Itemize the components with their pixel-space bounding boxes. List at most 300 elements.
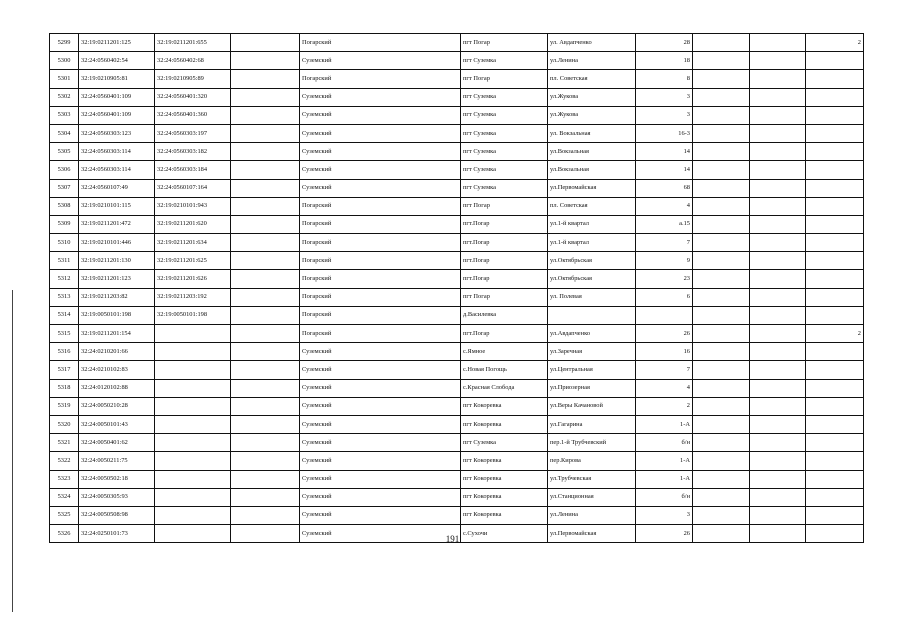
cell-district: Суземский (300, 124, 461, 142)
table-row (50, 361, 864, 379)
cell-extra (806, 288, 864, 306)
cell-no: 5319 (50, 397, 79, 415)
cell-district: Суземский (300, 397, 461, 415)
cell-cad2 (155, 434, 231, 452)
table-row (50, 488, 864, 506)
cell-empty (750, 179, 806, 197)
cell-settlement: пгт Суземка (461, 52, 548, 70)
cell-extra (806, 306, 864, 324)
cell-extra (806, 179, 864, 197)
cell-house: 1-А (636, 415, 693, 433)
cell-street: ул.Жукова (548, 106, 636, 124)
cell-district: Суземский (300, 143, 461, 161)
cell-settlement: пгт Погар (461, 197, 548, 215)
cell-empty (693, 379, 750, 397)
cell-cad2: 32:19:0211203:192 (155, 288, 231, 306)
cell-empty (231, 415, 300, 433)
table-row (50, 124, 864, 142)
cell-cad2 (155, 379, 231, 397)
cell-empty (750, 325, 806, 343)
cell-no: 5311 (50, 252, 79, 270)
cell-street: ул.Заречная (548, 343, 636, 361)
cell-empty (231, 52, 300, 70)
cell-cad1: 32:19:0210101:115 (79, 197, 155, 215)
cell-no: 5318 (50, 379, 79, 397)
cell-cad2 (155, 506, 231, 524)
cell-street: ул.Октябрьская (548, 270, 636, 288)
cell-empty (693, 397, 750, 415)
cell-empty (750, 252, 806, 270)
cell-empty (750, 270, 806, 288)
cell-extra (806, 415, 864, 433)
cell-empty (750, 397, 806, 415)
cell-empty (693, 70, 750, 88)
cell-cad1: 32:24:0250101:73 (79, 525, 155, 543)
cell-extra (806, 124, 864, 142)
cell-district: Суземский (300, 470, 461, 488)
cell-district: Суземский (300, 506, 461, 524)
cell-cad1: 32:24:0050211:75 (79, 452, 155, 470)
cell-house: 28 (636, 34, 693, 52)
cell-cad2: 32:24:0560401:360 (155, 106, 231, 124)
cell-settlement: пгт Погар (461, 288, 548, 306)
cell-district: Погарский (300, 252, 461, 270)
cell-no: 5299 (50, 34, 79, 52)
cell-street: ул.Ленина (548, 506, 636, 524)
cell-district: Погарский (300, 197, 461, 215)
cell-cad1: 32:24:0560303:114 (79, 161, 155, 179)
cell-cad2 (155, 397, 231, 415)
cell-empty (231, 343, 300, 361)
cell-empty (231, 488, 300, 506)
cell-street: ул. Полевая (548, 288, 636, 306)
cell-cad2 (155, 361, 231, 379)
table-row (50, 434, 864, 452)
cell-street: пер.Кирова (548, 452, 636, 470)
cell-empty (750, 34, 806, 52)
cell-empty (693, 34, 750, 52)
table-row (50, 379, 864, 397)
cell-extra (806, 379, 864, 397)
cell-empty (231, 179, 300, 197)
cell-street: ул.Ленина (548, 52, 636, 70)
cell-street: ул.Трубчевская (548, 470, 636, 488)
cell-house: 26 (636, 525, 693, 543)
cell-empty (750, 470, 806, 488)
cell-empty (750, 124, 806, 142)
cell-district: Погарский (300, 215, 461, 233)
cell-district: Суземский (300, 106, 461, 124)
cell-empty (750, 361, 806, 379)
cell-settlement: пгт Суземка (461, 143, 548, 161)
cell-empty (750, 452, 806, 470)
cell-empty (750, 415, 806, 433)
cell-street: ул.Приозерная (548, 379, 636, 397)
table-row (50, 415, 864, 433)
cell-district: Погарский (300, 288, 461, 306)
cell-settlement: пгт Суземка (461, 434, 548, 452)
cell-street (548, 306, 636, 324)
cell-house: 2 (636, 397, 693, 415)
cell-no: 5315 (50, 325, 79, 343)
table-row (50, 397, 864, 415)
cell-empty (750, 197, 806, 215)
cell-cad2: 32:24:0560303:197 (155, 124, 231, 142)
cell-street: ул.Жукова (548, 88, 636, 106)
cell-extra (806, 143, 864, 161)
page-number: 191 (445, 534, 460, 544)
cell-no: 5310 (50, 234, 79, 252)
cell-empty (693, 52, 750, 70)
cell-street: ул. Вокзальная (548, 124, 636, 142)
cell-cad1: 32:24:0210201:66 (79, 343, 155, 361)
cell-cad2: 32:19:0211201:620 (155, 215, 231, 233)
cell-cad1: 32:24:0560402:54 (79, 52, 155, 70)
cell-house: 3 (636, 106, 693, 124)
cell-empty (231, 306, 300, 324)
cell-district: Погарский (300, 234, 461, 252)
cell-cad1: 32:19:0211201:130 (79, 252, 155, 270)
cell-cad1: 32:19:0211201:125 (79, 34, 155, 52)
cell-empty (693, 325, 750, 343)
cell-no: 5300 (50, 52, 79, 70)
cell-settlement: пгт Суземка (461, 106, 548, 124)
cell-empty (693, 288, 750, 306)
cell-cad1: 32:24:0560401:109 (79, 106, 155, 124)
cell-cad1: 32:24:0050401:62 (79, 434, 155, 452)
cell-settlement: с.Ямное (461, 343, 548, 361)
cell-cad2: 32:19:0210101:943 (155, 197, 231, 215)
cell-empty (693, 470, 750, 488)
cell-extra (806, 88, 864, 106)
cell-cad1: 32:24:0050305:93 (79, 488, 155, 506)
cell-extra (806, 270, 864, 288)
table-row (50, 288, 864, 306)
cell-settlement: пгт Кокоревка (461, 452, 548, 470)
table-row (50, 143, 864, 161)
cell-house: 16 (636, 343, 693, 361)
cell-cad1: 32:19:0211201:154 (79, 325, 155, 343)
cell-house: б/н (636, 434, 693, 452)
cell-no: 5317 (50, 361, 79, 379)
cell-empty (750, 161, 806, 179)
cell-cad2: 32:19:0211201:634 (155, 234, 231, 252)
cell-empty (231, 234, 300, 252)
cell-district: Суземский (300, 415, 461, 433)
cell-empty (231, 434, 300, 452)
cell-no: 5308 (50, 197, 79, 215)
cell-district: Суземский (300, 379, 461, 397)
cell-empty (231, 361, 300, 379)
cell-street: ул.Первомайская (548, 179, 636, 197)
cell-cad1: 32:24:0050502:18 (79, 470, 155, 488)
cell-district: Суземский (300, 525, 461, 543)
cell-house: 8 (636, 70, 693, 88)
cell-street: ул.Авдапченко (548, 325, 636, 343)
cell-cad1: 32:24:0050101:43 (79, 415, 155, 433)
cell-cad1: 32:24:0210102:83 (79, 361, 155, 379)
cell-empty (693, 270, 750, 288)
cell-cad2 (155, 325, 231, 343)
cell-empty (693, 161, 750, 179)
cell-empty (231, 124, 300, 142)
cell-house: 14 (636, 143, 693, 161)
cell-empty (231, 88, 300, 106)
cell-no: 5302 (50, 88, 79, 106)
cell-empty (693, 415, 750, 433)
cell-settlement: пгт Кокоревка (461, 506, 548, 524)
cell-district: Суземский (300, 452, 461, 470)
cell-no: 5322 (50, 452, 79, 470)
cell-house: 4 (636, 197, 693, 215)
table-row (50, 306, 864, 324)
cell-empty (231, 161, 300, 179)
cell-street: ул.Центральная (548, 361, 636, 379)
cell-district: Суземский (300, 161, 461, 179)
cell-empty (231, 143, 300, 161)
cell-district: Суземский (300, 179, 461, 197)
table-row (50, 34, 864, 52)
cell-empty (693, 343, 750, 361)
cell-cad2 (155, 488, 231, 506)
cell-street: ул.Вокзальная (548, 161, 636, 179)
cell-district: Погарский (300, 325, 461, 343)
table-row (50, 270, 864, 288)
cell-house: 68 (636, 179, 693, 197)
cell-house: 4 (636, 379, 693, 397)
cell-no: 5304 (50, 124, 79, 142)
cell-settlement: пгт Суземка (461, 88, 548, 106)
cell-empty (693, 506, 750, 524)
table-row (50, 452, 864, 470)
cell-empty (750, 70, 806, 88)
cell-empty (750, 488, 806, 506)
cell-no: 5301 (50, 70, 79, 88)
cell-no: 5303 (50, 106, 79, 124)
cell-street: ул.Вокзальная (548, 143, 636, 161)
cell-empty (693, 361, 750, 379)
cell-extra: 2 (806, 325, 864, 343)
cell-cad1: 32:24:0560303:114 (79, 143, 155, 161)
cell-extra (806, 252, 864, 270)
cell-house: б/н (636, 488, 693, 506)
cell-empty (750, 306, 806, 324)
cell-settlement: пгт Кокоревка (461, 397, 548, 415)
cell-cad2: 32:24:0560402:68 (155, 52, 231, 70)
cell-house: а.15 (636, 215, 693, 233)
cell-empty (693, 234, 750, 252)
cell-no: 5306 (50, 161, 79, 179)
cell-empty (231, 397, 300, 415)
cell-cad2: 32:24:0560107:164 (155, 179, 231, 197)
cell-house: 7 (636, 361, 693, 379)
cell-extra (806, 52, 864, 70)
cell-empty (693, 143, 750, 161)
register-table (49, 33, 864, 543)
cell-extra (806, 161, 864, 179)
table-row (50, 506, 864, 524)
cell-empty (693, 434, 750, 452)
cell-empty (231, 452, 300, 470)
cell-empty (231, 197, 300, 215)
cell-extra (806, 397, 864, 415)
cell-cad1: 32:24:0050210:28 (79, 397, 155, 415)
cell-settlement: с.Новая Погощь (461, 361, 548, 379)
cell-district: Суземский (300, 434, 461, 452)
cell-house: 26 (636, 325, 693, 343)
cell-cad1: 32:24:0560303:123 (79, 124, 155, 142)
cell-empty (693, 197, 750, 215)
cell-no: 5316 (50, 343, 79, 361)
cell-cad2: 32:24:0560401:320 (155, 88, 231, 106)
cell-extra (806, 343, 864, 361)
cell-house: 16-3 (636, 124, 693, 142)
cell-no: 5323 (50, 470, 79, 488)
cell-no: 5312 (50, 270, 79, 288)
cell-settlement: пгт Суземка (461, 124, 548, 142)
cell-cad1: 32:19:0210101:446 (79, 234, 155, 252)
cell-no: 5325 (50, 506, 79, 524)
cell-street: ул.Первомайская (548, 525, 636, 543)
cell-cad1: 32:19:0210905:81 (79, 70, 155, 88)
cell-extra (806, 452, 864, 470)
cell-cad2 (155, 415, 231, 433)
cell-empty (750, 343, 806, 361)
cell-no: 5314 (50, 306, 79, 324)
cell-cad1: 32:19:0211203:82 (79, 288, 155, 306)
cell-empty (693, 88, 750, 106)
cell-cad2: 32:24:0560303:184 (155, 161, 231, 179)
cell-extra (806, 234, 864, 252)
cell-settlement: пгт Суземка (461, 179, 548, 197)
cell-empty (693, 179, 750, 197)
cell-cad2 (155, 470, 231, 488)
cell-settlement: пгт Кокоревка (461, 470, 548, 488)
cell-extra (806, 215, 864, 233)
table-row (50, 343, 864, 361)
cell-empty (750, 288, 806, 306)
cell-district: Погарский (300, 306, 461, 324)
cell-no: 5305 (50, 143, 79, 161)
cell-house: 3 (636, 506, 693, 524)
table-row (50, 179, 864, 197)
cell-settlement: пгт.Погар (461, 270, 548, 288)
cell-house: 3 (636, 88, 693, 106)
table-row (50, 325, 864, 343)
cell-empty (750, 506, 806, 524)
cell-no: 5320 (50, 415, 79, 433)
cell-district: Суземский (300, 88, 461, 106)
cell-no: 5309 (50, 215, 79, 233)
cell-empty (750, 143, 806, 161)
cell-settlement: пгт.Погар (461, 325, 548, 343)
cell-cad2: 32:19:0050101:198 (155, 306, 231, 324)
table-row (50, 70, 864, 88)
cell-cad2: 32:19:0211201:626 (155, 270, 231, 288)
cell-extra: 2 (806, 34, 864, 52)
cell-settlement: с.Красная Слобода (461, 379, 548, 397)
cell-cad1: 32:24:0560401:109 (79, 88, 155, 106)
cell-street: ул.1-й квартал (548, 234, 636, 252)
cell-cad1: 32:19:0050101:198 (79, 306, 155, 324)
cell-settlement: пгт Погар (461, 70, 548, 88)
cell-house: 18 (636, 52, 693, 70)
cell-cad1: 32:19:0211201:123 (79, 270, 155, 288)
cell-empty (231, 106, 300, 124)
table-row (50, 252, 864, 270)
cell-empty (231, 252, 300, 270)
cell-empty (750, 379, 806, 397)
cell-district: Суземский (300, 343, 461, 361)
cell-house: 7 (636, 234, 693, 252)
cell-extra (806, 470, 864, 488)
cell-house: 1-А (636, 470, 693, 488)
cell-cad2 (155, 343, 231, 361)
cell-extra (806, 197, 864, 215)
cell-empty (231, 325, 300, 343)
cell-house: 14 (636, 161, 693, 179)
cell-house: 9 (636, 252, 693, 270)
cell-extra (806, 361, 864, 379)
cell-street: ул.Октябрьская (548, 252, 636, 270)
cell-empty (750, 52, 806, 70)
cell-extra (806, 434, 864, 452)
cell-empty (693, 106, 750, 124)
cell-street: ул.Станционная (548, 488, 636, 506)
cell-street: пл. Советская (548, 70, 636, 88)
cell-empty (231, 34, 300, 52)
cell-settlement: пгт Кокоревка (461, 415, 548, 433)
cell-extra (806, 488, 864, 506)
cell-settlement: пгт Кокоревка (461, 488, 548, 506)
table-row (50, 106, 864, 124)
cell-empty (231, 70, 300, 88)
register-body (50, 34, 864, 543)
cell-no: 5307 (50, 179, 79, 197)
page-edge-line (12, 290, 13, 612)
table-row (50, 470, 864, 488)
cell-cad1: 32:19:0211201:472 (79, 215, 155, 233)
cell-cad2: 32:19:0211201:655 (155, 34, 231, 52)
cell-settlement: д.Василевка (461, 306, 548, 324)
table-row (50, 234, 864, 252)
cell-district: Суземский (300, 52, 461, 70)
table-row (50, 215, 864, 233)
cell-district: Суземский (300, 488, 461, 506)
cell-empty (750, 234, 806, 252)
cell-district: Погарский (300, 270, 461, 288)
cell-street: ул.Веры Качановой (548, 397, 636, 415)
cell-street: пер.1-й Трубчевский (548, 434, 636, 452)
cell-empty (693, 306, 750, 324)
cell-district: Погарский (300, 70, 461, 88)
cell-empty (231, 215, 300, 233)
cell-empty (693, 488, 750, 506)
cell-empty (750, 434, 806, 452)
cell-settlement: пгт Погар (461, 34, 548, 52)
table-row (50, 197, 864, 215)
cell-street: ул.1-й квартал (548, 215, 636, 233)
cell-cad1: 32:24:0120102:88 (79, 379, 155, 397)
cell-empty (693, 252, 750, 270)
cell-no: 5321 (50, 434, 79, 452)
cell-empty (231, 288, 300, 306)
table-row (50, 88, 864, 106)
cell-settlement: пгт Суземка (461, 161, 548, 179)
cell-empty (231, 379, 300, 397)
cell-house: 1-А (636, 452, 693, 470)
cell-house (636, 306, 693, 324)
